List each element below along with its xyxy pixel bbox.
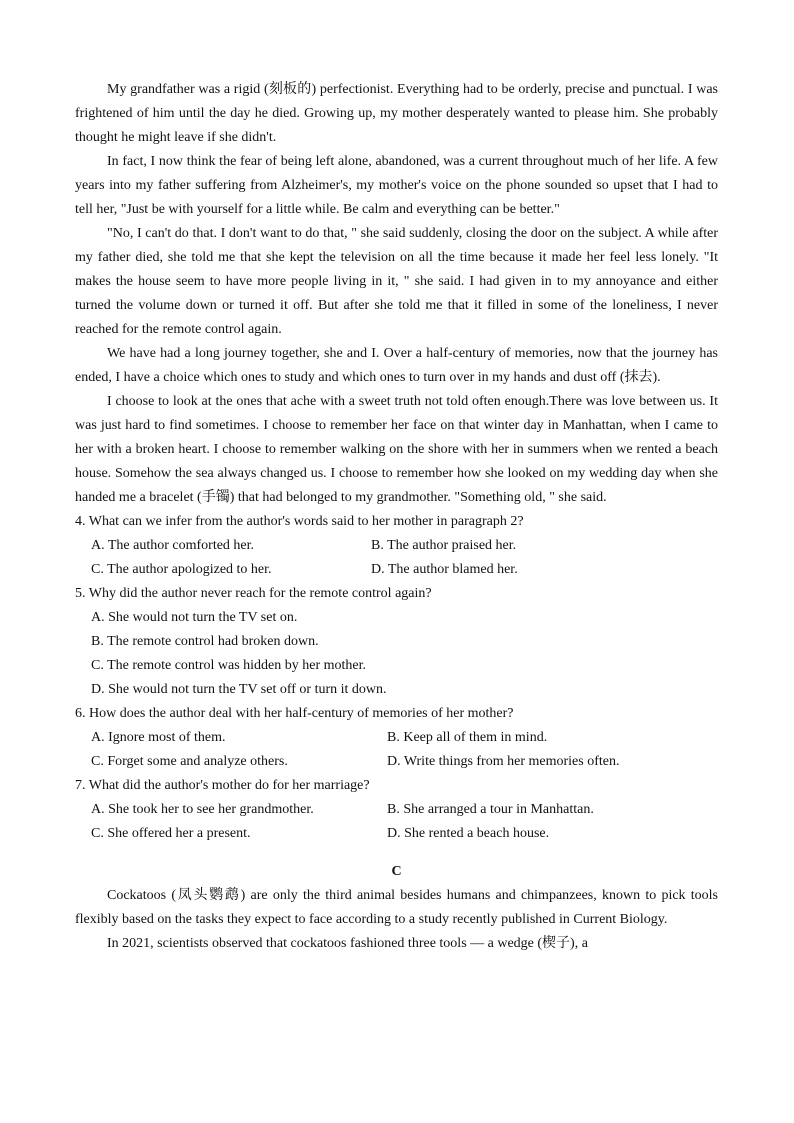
document-page (75, 78, 718, 956)
section-heading: C (391, 864, 402, 879)
passage-paragraph: Cockatoos (凤头鹦鹉) are only the third animal besides humans and chimpanzees, known to pick tools flexibly based on the tasks they expect to face according to a study recently published in Current Biology. (75, 888, 718, 927)
question-4 (75, 510, 718, 582)
passage-paragraph: In 2021, scientists observed that cockatoos fashioned three tools — a wedge (楔子), a (107, 936, 588, 951)
passage-paragraph: "No, I can't do that. I don't want to do that, " she said suddenly, closing the door on the subject. A while after my father died, she told me that she kept the television on all the time because it made her feel less lonely. "It makes the house seem to have more people living in it, " she said. I had given in to my annoyance and either turned the volume down or turned it off. But after she told me that it filled in some of the loneliness, I never reached for the remote control again. (75, 226, 718, 337)
passage-paragraph: We have had a long journey together, she and I. Over a half-century of memories, now that the journey has ended, I have a choice which ones to study and which ones to turn over in my hands and dust off (抹去). (75, 346, 718, 385)
option-c: C. She offered her a present. (91, 826, 251, 841)
question-stem: 6. How does the author deal with her half-century of memories of her mother? (75, 706, 514, 721)
option-a: A. The author comforted her. (91, 538, 255, 553)
option-c: C. Forget some and analyze others. (91, 754, 288, 769)
question-5 (75, 582, 718, 702)
option-b: B. The author praised her. (371, 538, 517, 553)
option-b: B. She arranged a tour in Manhattan. (387, 802, 594, 817)
option-b: B. The remote control had broken down. (91, 634, 319, 649)
option-d: D. She would not turn the TV set off or turn it down. (91, 682, 387, 697)
option-c: C. The remote control was hidden by her mother. (91, 658, 367, 673)
question-stem: 5. Why did the author never reach for the remote control again? (75, 586, 432, 601)
question-7 (75, 774, 718, 846)
passage-paragraph: In fact, I now think the fear of being left alone, abandoned, was a current throughout much of her life. A few years into my father suffering from Alzheimer's, my mother's voice on the phone sounded so upset that I had to tell her, "Just be with yourself for a little while. Be calm and everything can be better." (75, 154, 718, 217)
option-d: D. The author blamed her. (371, 562, 518, 577)
option-b: B. Keep all of them in mind. (387, 730, 548, 745)
option-d: D. Write things from her memories often. (387, 754, 620, 769)
option-c: C. The author apologized to her. (91, 562, 272, 577)
option-a: A. She would not turn the TV set on. (91, 610, 298, 625)
question-6 (75, 702, 718, 774)
passage-paragraph: My grandfather was a rigid (刻板的) perfectionist. Everything had to be orderly, precise and punctual. I was frightened of him until the day he died. Growing up, my mother desperately wanted to please him. She probably thought he might leave if she didn't. (75, 82, 718, 145)
question-stem: 7. What did the author's mother do for her marriage? (75, 778, 370, 793)
option-d: D. She rented a beach house. (387, 826, 550, 841)
option-a: A. She took her to see her grandmother. (91, 802, 314, 817)
option-a: A. Ignore most of them. (91, 730, 226, 745)
passage-paragraph: I choose to look at the ones that ache with a sweet truth not told often enough.There was love between us. It was just hard to find sometimes. I choose to remember her face on that winter day in Manhattan, when I came to her with a broken heart. I choose to remember walking on the shore with her in summers when we rented a beach house. Somehow the sea always changed us. I choose to remember how she looked on my wedding day when she handed me a bracelet (手镯) that had belonged to my grandmother. "Something old, " she said. (75, 394, 718, 505)
question-stem: 4. What can we infer from the author's words said to her mother in paragraph 2? (75, 514, 524, 529)
